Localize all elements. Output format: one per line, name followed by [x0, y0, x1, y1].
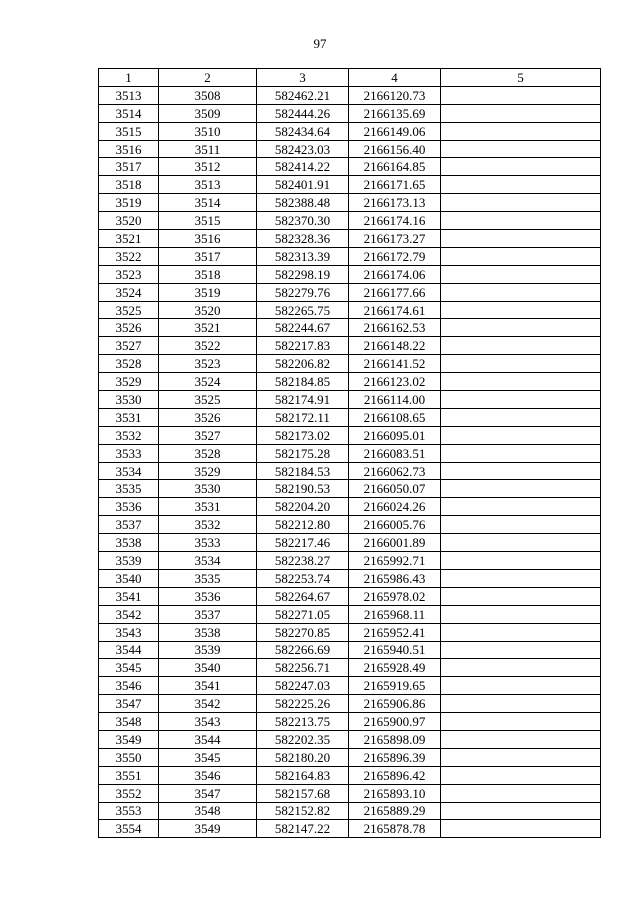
- table-row: [99, 158, 601, 176]
- table-row: [99, 373, 601, 391]
- table-cell-col-4: 2166172.79: [349, 247, 441, 265]
- table-cell-col-3: 582279.76: [257, 283, 349, 301]
- table-cell-col-1: 3522: [99, 247, 159, 265]
- table-cell-col-1: 3515: [99, 122, 159, 140]
- table-cell-col-3: 582270.85: [257, 623, 349, 641]
- table-cell-col-2: 3516: [159, 230, 257, 248]
- table-cell-col-3: 582175.28: [257, 444, 349, 462]
- table-cell-col-5: [441, 730, 601, 748]
- table-cell-col-1: 3545: [99, 659, 159, 677]
- table-cell-col-3: 582157.68: [257, 784, 349, 802]
- table-cell-col-4: 2165896.39: [349, 748, 441, 766]
- table-cell-col-2: 3532: [159, 516, 257, 534]
- table-cell-col-3: 582172.11: [257, 408, 349, 426]
- table-cell-col-5: [441, 301, 601, 319]
- table-cell-col-5: [441, 802, 601, 820]
- table-cell-col-3: 582264.67: [257, 587, 349, 605]
- table-cell-col-2: 3533: [159, 534, 257, 552]
- table-cell-col-1: 3518: [99, 176, 159, 194]
- table-cell-col-2: 3537: [159, 605, 257, 623]
- column-header-3: 3: [257, 69, 349, 87]
- table-cell-col-4: 2166108.65: [349, 408, 441, 426]
- table-row: [99, 534, 601, 552]
- table-cell-col-5: [441, 230, 601, 248]
- table-cell-col-1: 3547: [99, 695, 159, 713]
- table-cell-col-3: 582266.69: [257, 641, 349, 659]
- table-cell-col-5: [441, 605, 601, 623]
- table-cell-col-5: [441, 373, 601, 391]
- table-cell-col-3: 582213.75: [257, 713, 349, 731]
- header-row: [99, 69, 601, 87]
- table-cell-col-4: 2166141.52: [349, 355, 441, 373]
- table-cell-col-1: 3554: [99, 820, 159, 838]
- table-cell-col-3: 582184.85: [257, 373, 349, 391]
- table-cell-col-4: 2166164.85: [349, 158, 441, 176]
- table-cell-col-3: 582202.35: [257, 730, 349, 748]
- table-cell-col-1: 3533: [99, 444, 159, 462]
- table-row: [99, 247, 601, 265]
- table-cell-col-4: 2166114.00: [349, 391, 441, 409]
- table-cell-col-3: 582414.22: [257, 158, 349, 176]
- table-cell-col-2: 3523: [159, 355, 257, 373]
- table-cell-col-3: 582434.64: [257, 122, 349, 140]
- table-cell-col-3: 582462.21: [257, 86, 349, 104]
- table-row: [99, 265, 601, 283]
- table-cell-col-1: 3548: [99, 713, 159, 731]
- table-row: [99, 552, 601, 570]
- table-cell-col-1: 3549: [99, 730, 159, 748]
- table-cell-col-1: 3534: [99, 462, 159, 480]
- table-cell-col-5: [441, 498, 601, 516]
- table-cell-col-3: 582247.03: [257, 677, 349, 695]
- table-cell-col-5: [441, 766, 601, 784]
- table-cell-col-3: 582244.67: [257, 319, 349, 337]
- table-cell-col-2: 3524: [159, 373, 257, 391]
- table-row: [99, 695, 601, 713]
- table-cell-col-4: 2165896.42: [349, 766, 441, 784]
- table-cell-col-5: [441, 158, 601, 176]
- table-cell-col-3: 582206.82: [257, 355, 349, 373]
- table-body: [99, 86, 601, 837]
- table-cell-col-2: 3535: [159, 569, 257, 587]
- table-cell-col-2: 3510: [159, 122, 257, 140]
- table-row: [99, 86, 601, 104]
- table-cell-col-2: 3514: [159, 194, 257, 212]
- table-cell-col-2: 3521: [159, 319, 257, 337]
- table-cell-col-4: 2165992.71: [349, 552, 441, 570]
- table-cell-col-5: [441, 480, 601, 498]
- table-cell-col-5: [441, 265, 601, 283]
- table-cell-col-3: 582298.19: [257, 265, 349, 283]
- table-cell-col-3: 582217.46: [257, 534, 349, 552]
- table-cell-col-4: 2166149.06: [349, 122, 441, 140]
- table-cell-col-2: 3539: [159, 641, 257, 659]
- table-cell-col-2: 3534: [159, 552, 257, 570]
- table-cell-col-1: 3535: [99, 480, 159, 498]
- table-cell-col-1: 3540: [99, 569, 159, 587]
- table-cell-col-4: 2166083.51: [349, 444, 441, 462]
- table-row: [99, 802, 601, 820]
- table-row: [99, 444, 601, 462]
- table-cell-col-2: 3512: [159, 158, 257, 176]
- table-row: [99, 140, 601, 158]
- table-cell-col-3: 582253.74: [257, 569, 349, 587]
- table-cell-col-5: [441, 283, 601, 301]
- table-cell-col-1: 3513: [99, 86, 159, 104]
- table-cell-col-4: 2165878.78: [349, 820, 441, 838]
- table-cell-col-4: 2166156.40: [349, 140, 441, 158]
- table-row: [99, 516, 601, 534]
- table-cell-col-4: 2166123.02: [349, 373, 441, 391]
- table-cell-col-1: 3541: [99, 587, 159, 605]
- table-cell-col-3: 582225.26: [257, 695, 349, 713]
- table-row: [99, 730, 601, 748]
- table-cell-col-2: 3513: [159, 176, 257, 194]
- table-cell-col-5: [441, 552, 601, 570]
- table-cell-col-5: [441, 820, 601, 838]
- table-cell-col-4: 2166174.16: [349, 212, 441, 230]
- table-cell-col-1: 3551: [99, 766, 159, 784]
- table-row: [99, 426, 601, 444]
- column-header-5: 5: [441, 69, 601, 87]
- table-cell-col-2: 3530: [159, 480, 257, 498]
- table-cell-col-1: 3550: [99, 748, 159, 766]
- column-header-1: 1: [99, 69, 159, 87]
- table-cell-col-4: 2166173.13: [349, 194, 441, 212]
- table-cell-col-4: 2165906.86: [349, 695, 441, 713]
- table-cell-col-4: 2165940.51: [349, 641, 441, 659]
- table-cell-col-3: 582204.20: [257, 498, 349, 516]
- table-cell-col-1: 3539: [99, 552, 159, 570]
- table-cell-col-1: 3531: [99, 408, 159, 426]
- coordinates-table: [98, 68, 601, 838]
- table-row: [99, 319, 601, 337]
- table-cell-col-1: 3525: [99, 301, 159, 319]
- table-row: [99, 480, 601, 498]
- table-cell-col-3: 582217.83: [257, 337, 349, 355]
- table-cell-col-2: 3527: [159, 426, 257, 444]
- table-row: [99, 784, 601, 802]
- table-cell-col-2: 3515: [159, 212, 257, 230]
- table-cell-col-1: 3521: [99, 230, 159, 248]
- table-cell-col-2: 3546: [159, 766, 257, 784]
- table-cell-col-5: [441, 641, 601, 659]
- table-cell-col-4: 2166174.61: [349, 301, 441, 319]
- table-row: [99, 498, 601, 516]
- table-cell-col-4: 2166162.53: [349, 319, 441, 337]
- table-cell-col-2: 3540: [159, 659, 257, 677]
- table-cell-col-4: 2166171.65: [349, 176, 441, 194]
- table-cell-col-2: 3520: [159, 301, 257, 319]
- table-row: [99, 677, 601, 695]
- table-cell-col-3: 582256.71: [257, 659, 349, 677]
- table-cell-col-5: [441, 355, 601, 373]
- table-cell-col-5: [441, 391, 601, 409]
- table-cell-col-4: 2166135.69: [349, 104, 441, 122]
- table-cell-col-3: 582152.82: [257, 802, 349, 820]
- table-row: [99, 283, 601, 301]
- table-cell-col-2: 3541: [159, 677, 257, 695]
- table-cell-col-3: 582401.91: [257, 176, 349, 194]
- table-cell-col-3: 582370.30: [257, 212, 349, 230]
- table-cell-col-5: [441, 784, 601, 802]
- table-cell-col-2: 3519: [159, 283, 257, 301]
- table-cell-col-2: 3531: [159, 498, 257, 516]
- table-cell-col-3: 582238.27: [257, 552, 349, 570]
- table-cell-col-1: 3519: [99, 194, 159, 212]
- table-cell-col-5: [441, 176, 601, 194]
- table-cell-col-2: 3508: [159, 86, 257, 104]
- table-cell-col-4: 2165893.10: [349, 784, 441, 802]
- table-cell-col-5: [441, 140, 601, 158]
- table-row: [99, 462, 601, 480]
- table-cell-col-1: 3537: [99, 516, 159, 534]
- table-cell-col-1: 3526: [99, 319, 159, 337]
- table-cell-col-5: [441, 713, 601, 731]
- table-cell-col-3: 582271.05: [257, 605, 349, 623]
- table-cell-col-2: 3517: [159, 247, 257, 265]
- table-cell-col-2: 3526: [159, 408, 257, 426]
- table-row: [99, 820, 601, 838]
- table-cell-col-5: [441, 194, 601, 212]
- table-cell-col-1: 3517: [99, 158, 159, 176]
- table-cell-col-5: [441, 408, 601, 426]
- table-cell-col-1: 3553: [99, 802, 159, 820]
- table-row: [99, 122, 601, 140]
- table-cell-col-4: 2166148.22: [349, 337, 441, 355]
- table-cell-col-4: 2165986.43: [349, 569, 441, 587]
- table-cell-col-4: 2166024.26: [349, 498, 441, 516]
- table-cell-col-2: 3518: [159, 265, 257, 283]
- table-cell-col-1: 3516: [99, 140, 159, 158]
- table-cell-col-2: 3511: [159, 140, 257, 158]
- table-cell-col-4: 2166001.89: [349, 534, 441, 552]
- table-cell-col-1: 3528: [99, 355, 159, 373]
- table-row: [99, 623, 601, 641]
- table-cell-col-1: 3544: [99, 641, 159, 659]
- table-cell-col-1: 3527: [99, 337, 159, 355]
- table-cell-col-3: 582328.36: [257, 230, 349, 248]
- column-header-2: 2: [159, 69, 257, 87]
- table-cell-col-3: 582174.91: [257, 391, 349, 409]
- table-cell-col-4: 2166062.73: [349, 462, 441, 480]
- column-header-4: 4: [349, 69, 441, 87]
- table-cell-col-2: 3547: [159, 784, 257, 802]
- table-cell-col-1: 3532: [99, 426, 159, 444]
- table-cell-col-3: 582190.53: [257, 480, 349, 498]
- table-cell-col-2: 3529: [159, 462, 257, 480]
- table-row: [99, 713, 601, 731]
- table-cell-col-1: 3538: [99, 534, 159, 552]
- table-cell-col-3: 582444.26: [257, 104, 349, 122]
- table-cell-col-3: 582212.80: [257, 516, 349, 534]
- table-row: [99, 230, 601, 248]
- table-cell-col-5: [441, 677, 601, 695]
- table-row: [99, 587, 601, 605]
- table-row: [99, 659, 601, 677]
- table-row: [99, 766, 601, 784]
- table-cell-col-4: 2165928.49: [349, 659, 441, 677]
- table-cell-col-1: 3543: [99, 623, 159, 641]
- table-cell-col-5: [441, 86, 601, 104]
- table-cell-col-2: 3545: [159, 748, 257, 766]
- table-cell-col-2: 3548: [159, 802, 257, 820]
- table-row: [99, 301, 601, 319]
- table-header: [99, 69, 601, 87]
- table-cell-col-4: 2166177.66: [349, 283, 441, 301]
- table-row: [99, 391, 601, 409]
- table-cell-col-2: 3522: [159, 337, 257, 355]
- table-cell-col-3: 582173.02: [257, 426, 349, 444]
- table-cell-col-4: 2166050.07: [349, 480, 441, 498]
- table-cell-col-4: 2166120.73: [349, 86, 441, 104]
- table-cell-col-3: 582265.75: [257, 301, 349, 319]
- table-cell-col-4: 2166005.76: [349, 516, 441, 534]
- table-cell-col-5: [441, 444, 601, 462]
- table-cell-col-5: [441, 569, 601, 587]
- table-cell-col-1: 3542: [99, 605, 159, 623]
- table-cell-col-5: [441, 247, 601, 265]
- table-cell-col-2: 3542: [159, 695, 257, 713]
- table-cell-col-3: 582423.03: [257, 140, 349, 158]
- page-number: 97: [313, 36, 327, 51]
- table-cell-col-5: [441, 212, 601, 230]
- table-cell-col-3: 582164.83: [257, 766, 349, 784]
- table-cell-col-3: 582313.39: [257, 247, 349, 265]
- table-cell-col-2: 3544: [159, 730, 257, 748]
- table-cell-col-2: 3549: [159, 820, 257, 838]
- table-cell-col-1: 3530: [99, 391, 159, 409]
- table-cell-col-4: 2166173.27: [349, 230, 441, 248]
- table-cell-col-1: 3536: [99, 498, 159, 516]
- table-cell-col-3: 582180.20: [257, 748, 349, 766]
- table-cell-col-1: 3524: [99, 283, 159, 301]
- table-row: [99, 176, 601, 194]
- table-cell-col-1: 3514: [99, 104, 159, 122]
- table-cell-col-3: 582388.48: [257, 194, 349, 212]
- table-row: [99, 212, 601, 230]
- table-cell-col-5: [441, 462, 601, 480]
- table-cell-col-1: 3520: [99, 212, 159, 230]
- table-cell-col-4: 2166095.01: [349, 426, 441, 444]
- table-cell-col-2: 3543: [159, 713, 257, 731]
- table-cell-col-5: [441, 104, 601, 122]
- table-cell-col-4: 2165968.11: [349, 605, 441, 623]
- table-cell-col-5: [441, 587, 601, 605]
- table-cell-col-5: [441, 534, 601, 552]
- table-cell-col-5: [441, 695, 601, 713]
- table-cell-col-2: 3509: [159, 104, 257, 122]
- table-row: [99, 569, 601, 587]
- table-cell-col-1: 3552: [99, 784, 159, 802]
- table-cell-col-3: 582184.53: [257, 462, 349, 480]
- table-cell-col-5: [441, 748, 601, 766]
- table-cell-col-1: 3546: [99, 677, 159, 695]
- table-cell-col-1: 3529: [99, 373, 159, 391]
- table-cell-col-2: 3525: [159, 391, 257, 409]
- table-row: [99, 748, 601, 766]
- table-cell-col-5: [441, 337, 601, 355]
- table-cell-col-4: 2165952.41: [349, 623, 441, 641]
- table-cell-col-4: 2165978.02: [349, 587, 441, 605]
- table-cell-col-5: [441, 516, 601, 534]
- table-cell-col-2: 3528: [159, 444, 257, 462]
- table-cell-col-5: [441, 426, 601, 444]
- table-cell-col-4: 2166174.06: [349, 265, 441, 283]
- table-cell-col-5: [441, 623, 601, 641]
- table-cell-col-5: [441, 659, 601, 677]
- table-cell-col-4: 2165898.09: [349, 730, 441, 748]
- table-cell-col-4: 2165889.29: [349, 802, 441, 820]
- table-cell-col-3: 582147.22: [257, 820, 349, 838]
- table-row: [99, 641, 601, 659]
- table-row: [99, 408, 601, 426]
- table-cell-col-1: 3523: [99, 265, 159, 283]
- table-cell-col-5: [441, 319, 601, 337]
- table-row: [99, 337, 601, 355]
- table-row: [99, 355, 601, 373]
- table-row: [99, 104, 601, 122]
- table-row: [99, 194, 601, 212]
- table-cell-col-2: 3536: [159, 587, 257, 605]
- table-cell-col-4: 2165900.97: [349, 713, 441, 731]
- table-row: [99, 605, 601, 623]
- table-cell-col-2: 3538: [159, 623, 257, 641]
- table-cell-col-5: [441, 122, 601, 140]
- table-cell-col-4: 2165919.65: [349, 677, 441, 695]
